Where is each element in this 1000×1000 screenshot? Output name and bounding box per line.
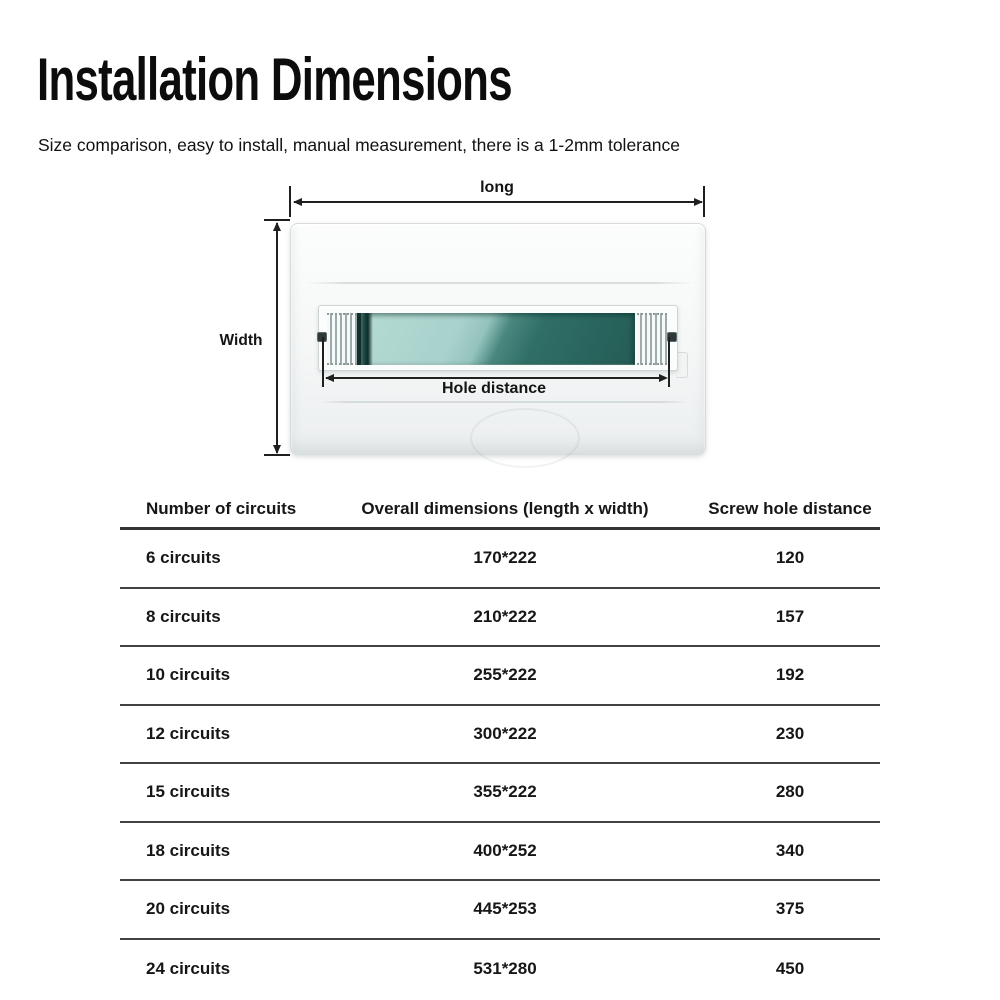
cell-dimensions: 445*253	[473, 899, 537, 919]
cell-dimensions: 355*222	[473, 782, 537, 802]
cell-hole-distance: 375	[775, 899, 805, 919]
cell-hole-distance: 230	[775, 723, 805, 743]
cell-circuits: 24 circuits	[146, 958, 231, 978]
cell-hole-distance: 450	[775, 958, 805, 978]
arrowhead-down-icon	[273, 445, 281, 454]
dimension-label-width: Width	[219, 332, 263, 349]
dimension-tick	[322, 337, 324, 387]
dimension-tick	[703, 186, 705, 217]
arrowhead-up-icon	[273, 222, 281, 231]
dimension-tick	[668, 337, 670, 387]
table-row	[120, 940, 880, 999]
cell-circuits: 20 circuits	[146, 899, 231, 919]
dimension-label-long: long	[480, 179, 514, 196]
cell-hole-distance: 120	[775, 548, 805, 568]
enclosure-mold-detail	[470, 408, 580, 468]
table-row	[120, 881, 880, 940]
cell-dimensions: 170*222	[473, 548, 537, 568]
dimension-tick	[264, 454, 290, 456]
header-number-of-circuits: Number of circuits	[146, 498, 297, 518]
vent-slats-left	[327, 313, 357, 365]
table-row	[120, 589, 880, 648]
dimension-line	[294, 201, 702, 203]
dimension-tick	[289, 186, 291, 217]
page-title: Installation Dimensions	[37, 46, 512, 113]
window-glass	[357, 313, 635, 365]
window-glass-dark-band	[357, 313, 373, 365]
table-row	[120, 706, 880, 765]
dimension-label-hole-distance: Hole distance	[441, 380, 547, 397]
dimension-line	[276, 223, 278, 453]
header-screw-hole-distance: Screw hole distance	[708, 498, 872, 518]
header-overall-dimensions: Overall dimensions (length x width)	[361, 498, 649, 518]
cell-dimensions: 400*252	[473, 840, 537, 860]
cell-circuits: 8 circuits	[146, 606, 221, 626]
arrowhead-right-icon	[694, 198, 703, 206]
table-row	[120, 764, 880, 823]
dimension-tick	[264, 219, 290, 221]
cell-circuits: 18 circuits	[146, 840, 231, 860]
cell-hole-distance: 280	[775, 782, 805, 802]
table-row	[120, 823, 880, 882]
enclosure-bottom-seam	[318, 401, 690, 403]
cell-hole-distance: 340	[775, 840, 805, 860]
cell-dimensions: 300*222	[473, 723, 537, 743]
cell-circuits: 12 circuits	[146, 723, 231, 743]
table-row	[120, 530, 880, 589]
cell-dimensions: 255*222	[473, 665, 537, 685]
arrowhead-right-icon	[659, 374, 668, 382]
arrowhead-left-icon	[293, 198, 302, 206]
vent-slats-right	[637, 313, 667, 365]
dimension-line	[326, 377, 666, 379]
cell-hole-distance: 157	[775, 606, 805, 626]
arrowhead-left-icon	[325, 374, 334, 382]
table-header-row	[120, 490, 880, 530]
cell-circuits: 10 circuits	[146, 665, 231, 685]
page-subtitle: Size comparison, easy to install, manual measurement, there is a 1-2mm tolerance	[38, 135, 680, 155]
cell-circuits: 15 circuits	[146, 782, 231, 802]
cell-dimensions: 531*280	[473, 958, 537, 978]
cell-dimensions: 210*222	[473, 606, 537, 626]
dimensions-spec-table	[120, 490, 880, 998]
cell-circuits: 6 circuits	[146, 548, 221, 568]
enclosure-top-seam	[306, 282, 694, 284]
cell-hole-distance: 192	[775, 665, 805, 685]
table-row	[120, 647, 880, 706]
